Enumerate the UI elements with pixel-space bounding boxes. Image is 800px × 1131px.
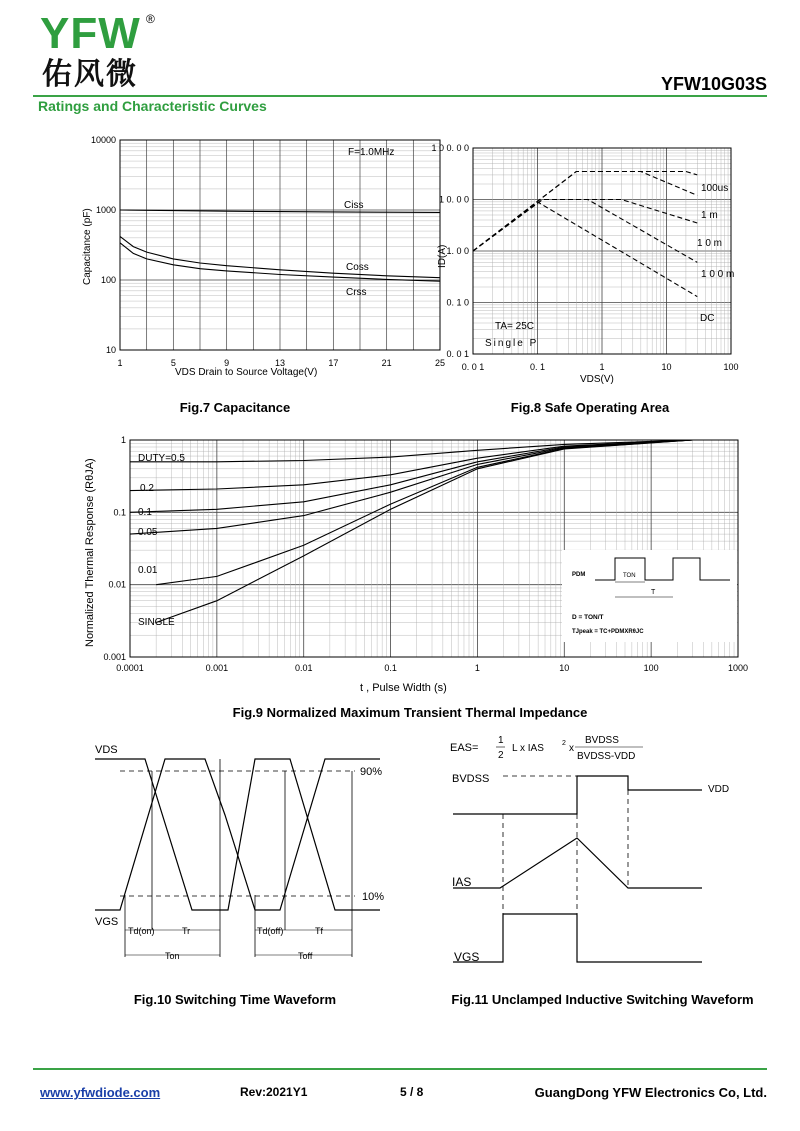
fig11-bv-den: BVDSS-VDD: [577, 751, 636, 762]
fig10-vgs: VGS: [95, 916, 119, 928]
fig8-ytick: 0. 0 1: [446, 349, 469, 359]
registered-mark: ®: [146, 12, 155, 26]
inset-eq1: D = TON/T: [572, 614, 604, 621]
fig8-single: Single P: [485, 338, 539, 349]
fig9-ylabel: Normalized Thermal Response (RθJA): [84, 458, 96, 647]
fig9-chart: [75, 432, 765, 700]
fig7-annotation: F=1.0MHz: [348, 147, 395, 158]
inset-ton: TON: [623, 573, 636, 579]
fig8-ytick: 0. 1 0: [446, 297, 469, 308]
footer-page: 5 / 8: [400, 1085, 424, 1099]
logo-chinese: 佑风微: [42, 57, 138, 92]
fig8-chart: [425, 138, 755, 393]
fig9-xtick: 10: [559, 663, 570, 673]
fig10-90: 90%: [360, 766, 383, 778]
fig9-series-line: [130, 440, 693, 534]
fig7-ytick: 10: [105, 345, 116, 355]
inset-eq2: TJpeak = TC+PDMXRθJC: [572, 629, 644, 635]
fig11-frac-den: 2: [498, 750, 504, 761]
fig8-series-label: 100us: [701, 183, 729, 194]
fig7-series-label: Ciss: [344, 200, 364, 211]
fig7-xtick: 1: [117, 358, 123, 368]
fig9-series-line: [130, 440, 693, 512]
fig7-ytick: 10000: [90, 135, 116, 145]
fig9-inset: [562, 550, 737, 642]
footer-rev: Rev:2021Y1: [240, 1085, 308, 1099]
fig10-tdon: Td(on): [128, 926, 155, 936]
fig7-ylabel: Capacitance (pF): [82, 208, 93, 285]
fig9-xlabel: t , Pulse Width (s): [360, 682, 447, 694]
fig8-caption: Fig.8 Safe Operating Area: [510, 400, 670, 415]
fig7-xtick: 21: [381, 358, 392, 368]
fig9-xtick: 0.0001: [116, 663, 144, 673]
fig10-toff: Toff: [298, 951, 313, 961]
fig8-xtick: 10: [661, 362, 672, 372]
fig8-ytick: 1. 0 0: [446, 246, 469, 256]
fig11-caption: Fig.11 Unclamped Inductive Switching Waveform: [451, 992, 754, 1007]
fig9-series-label: DUTY=0.5: [138, 453, 185, 464]
logo-text: YFW: [40, 9, 141, 58]
fig7-xtick: 9: [224, 358, 230, 368]
inset-pdm: PDM: [572, 572, 586, 578]
fig7-xlabel: VDS Drain to Source Voltage(V): [175, 367, 318, 378]
header-rule: [33, 95, 767, 97]
fig7-caption: Fig.7 Capacitance: [179, 400, 291, 415]
fig8-ytick: 1 0 0. 0 0: [431, 143, 469, 153]
fig11-eas: EAS=: [450, 742, 479, 754]
fig9-ytick: 0.1: [113, 507, 126, 518]
fig9-xtick: 100: [643, 663, 659, 673]
fig10-tdoff: Td(off): [257, 926, 284, 936]
fig9-series-line: [130, 440, 693, 491]
fig8-ytick: 1 0. 0 0: [438, 194, 469, 205]
fig8-xtick: 0. 0 1: [461, 362, 485, 372]
fig8-series-label: 1 m: [701, 210, 718, 221]
fig9-ytick: 1: [120, 435, 126, 445]
fig9-series-label: SINGLE: [138, 617, 175, 628]
fig8-ylabel: ID(A): [437, 244, 448, 268]
fig11-vdd: VDD: [708, 784, 730, 795]
fig11-vgs: VGS: [454, 950, 480, 964]
fig10-tf: Tf: [315, 926, 323, 936]
fig11-bvdss: BVDSS: [452, 773, 490, 785]
fig8-xtick: 100: [723, 362, 739, 372]
fig9-ytick: 0.01: [108, 579, 126, 590]
fig9-series-label: 0.1: [138, 507, 152, 518]
fig9-ytick: 0.001: [103, 652, 126, 662]
inset-t: T: [651, 589, 656, 596]
fig7-xtick: 25: [434, 358, 446, 368]
fig10-caption: Fig.10 Switching Time Waveform: [133, 992, 337, 1007]
fig8-ta: TA= 25C: [495, 321, 534, 332]
fig8-xtick: 1: [599, 362, 605, 372]
fig9-caption: Fig.9 Normalized Maximum Transient Thermal Impedance: [232, 705, 588, 720]
fig10-diagram: [90, 735, 410, 970]
fig7-xtick: 5: [170, 358, 176, 368]
fig9-xtick: 0.1: [384, 663, 397, 673]
fig8-series-label: DC: [700, 313, 715, 324]
fig10-tr: Tr: [182, 926, 191, 936]
section-title: Ratings and Characteristic Curves: [38, 98, 267, 114]
fig11-bv-num: BVDSS: [585, 735, 619, 746]
fig7-ytick: 100: [100, 275, 116, 285]
fig9-xtick: 1000: [727, 663, 749, 673]
fig10-10: 10%: [362, 891, 385, 903]
fig7-series-label: Crss: [346, 287, 367, 298]
fig7-xtick: 13: [274, 358, 286, 368]
fig9-series-label: 0.01: [138, 565, 158, 576]
footer-company: GuangDong YFW Electronics Co, Ltd.: [534, 1085, 767, 1100]
fig9-series-label: 0.2: [140, 483, 154, 494]
fig11-ias: IAS: [452, 875, 472, 889]
fig8-series-label: 1 0 m: [697, 238, 723, 249]
fig8-xlabel: VDS(V): [580, 374, 614, 385]
fig9-xtick: 0.001: [205, 663, 229, 673]
fig11-sq: 2: [562, 740, 566, 747]
fig11-diagram: [445, 730, 775, 970]
fig8-series-label: 1 0 0 m: [701, 269, 735, 280]
fig7-series-label: Coss: [346, 262, 369, 273]
fig11-x: x: [569, 743, 574, 754]
fig9-series-label: 0.05: [138, 527, 158, 538]
fig10-vds: VDS: [95, 744, 118, 756]
fig11-frac-num: 1: [498, 735, 504, 746]
fig7-xtick: 17: [328, 358, 339, 368]
fig9-xtick: 0.01: [294, 663, 313, 673]
fig10-ton: Ton: [165, 951, 180, 961]
fig11-mid: L x IAS: [512, 743, 544, 754]
part-number: YFW10G03S: [660, 74, 767, 94]
fig9-xtick: 1: [474, 663, 480, 673]
fig8-xtick: 0. 1: [529, 362, 546, 372]
fig7-ytick: 1000: [95, 205, 116, 215]
footer-website-link[interactable]: www.yfwdiode.com: [40, 1085, 161, 1100]
footer-rule: [33, 1068, 767, 1070]
